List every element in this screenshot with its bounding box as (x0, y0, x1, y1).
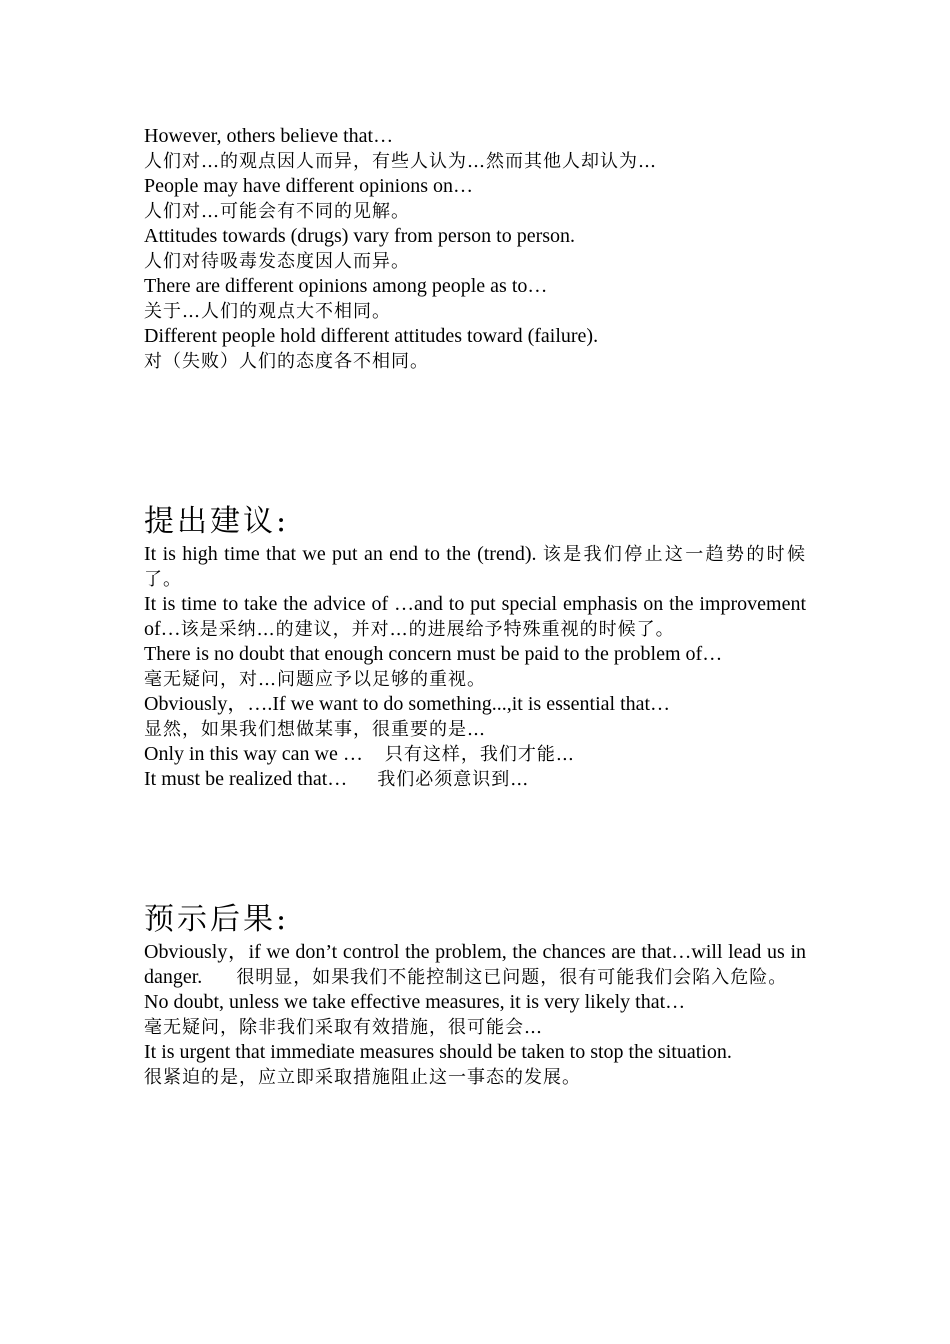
opinion-en: Attitudes towards (drugs) vary from person to person. (144, 225, 576, 247)
consequence-en: It is urgent that immediate measures should be taken to stop the situation. (144, 1041, 732, 1063)
suggestion-zh: 显然，如果我们想做某事，很重要的是… (144, 719, 486, 740)
opinion-zh: 关于…人们的观点大不相同。 (144, 301, 391, 322)
section-heading: 提出建议: (144, 504, 290, 539)
opinion-en: However, others believe that… (144, 125, 394, 147)
opinion-en: There are different opinions among people as to… (144, 275, 548, 297)
suggestion-item (144, 542, 806, 592)
opinion-zh: 人们对…的观点因人而异，有些人认为…然而其他人却认为… (144, 151, 657, 172)
opinion-zh: 人们对待吸毒发态度因人而异。 (144, 251, 410, 272)
suggestion-en: It is high time that we put an end to the (trend). (144, 543, 537, 565)
consequence-zh: 很明显，如果我们不能控制这已问题，很有可能我们会陷入危险。 (236, 967, 788, 988)
suggestion-zh: 只有这样，我们才能… (384, 744, 575, 765)
consequence-item (144, 940, 806, 990)
suggestion-item (144, 742, 806, 767)
suggestion-en: It is time to take the advice of …and to put special emphasis on the improvement of… (144, 593, 806, 640)
opinions-section (144, 124, 806, 374)
suggestion-en: It must be realized that… (144, 768, 348, 790)
suggestion-item (144, 767, 806, 792)
opinion-en: People may have different opinions on… (144, 175, 474, 197)
consequences-section (144, 900, 806, 1090)
consequence-en: Obviously，if we don’t control the problem, the chances are that…will lead us in danger. (144, 941, 806, 988)
opinion-en: Different people hold different attitudes toward (failure). (144, 325, 599, 347)
opinion-zh: 对（失败）人们的态度各不相同。 (144, 351, 429, 372)
suggestion-en: Obviously，….If we want to do something...,it is essential that… (144, 693, 671, 715)
consequence-zh: 毫无疑问，除非我们采取有效措施，很可能会… (144, 1017, 543, 1038)
consequence-zh: 很紧迫的是，应立即采取措施阻止这一事态的发展。 (144, 1067, 581, 1088)
opinion-zh: 人们对…可能会有不同的见解。 (144, 201, 410, 222)
suggestion-zh: 该是采纳…的建议，并对…的进展给予特殊重视的时候了。 (180, 619, 675, 640)
suggestions-section (144, 502, 806, 792)
suggestion-en: There is no doubt that enough concern must be paid to the problem of… (144, 643, 723, 665)
suggestion-en: Only in this way can we … (144, 743, 363, 765)
suggestion-zh: 我们必须意识到… (377, 769, 530, 790)
consequence-en: No doubt, unless we take effective measures, it is very likely that… (144, 991, 686, 1013)
suggestion-item (144, 592, 806, 642)
suggestion-zh: 该是我们停止这一趋势的时候了。 (144, 544, 807, 590)
section-heading: 预示后果: (144, 902, 290, 937)
suggestion-zh: 毫无疑问，对…问题应予以足够的重视。 (144, 669, 486, 690)
